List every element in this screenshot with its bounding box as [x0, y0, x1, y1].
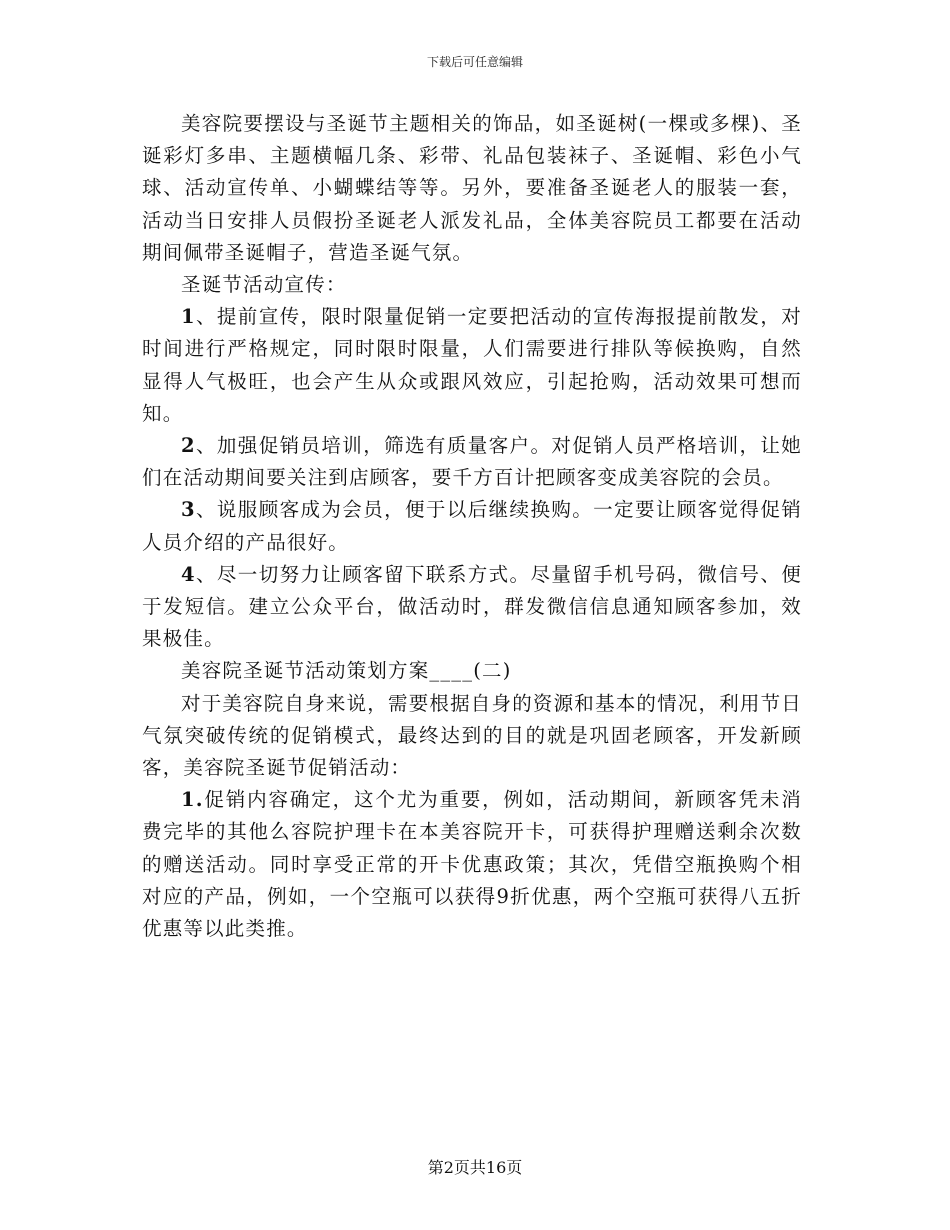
paragraph-4	[142, 430, 802, 494]
paragraph-text: 圣诞节活动宣传：	[181, 273, 347, 297]
page-footer: 第2页共16页	[427, 1158, 523, 1177]
paragraph-number: 3	[181, 498, 196, 522]
paragraph-text: 对于美容院自身来说，需要根据自身的资源和基本的情况，利用节日气氛突破传统的促销模式，最终达到的目的就是巩固老顾客，开发新顾客，美容院圣诞节促销活动：	[142, 691, 803, 780]
paragraph-text: 、说服顾客成为会员，便于以后继续换购。一定要让顾客觉得促销人员介绍的产品很好。	[142, 498, 802, 554]
paragraph-text: 美容院要摆设与圣诞节主题相关的饰品，如圣诞树(一棵或多棵)、圣诞彩灯多串、主题横幅几条、彩带、礼品包装袜子、圣诞帽、彩色小气球、活动宣传单、小蝴蝶结等等。另外，要准备圣诞老人的服装一套，活动当日安排人员假扮圣诞老人派发礼品，全体美容院员工都要在活动期间佩带圣诞帽子，营造圣诞气氛。	[142, 112, 802, 264]
paragraph-text: 、提前宣传，限时限量促销一定要把活动的宣传海报提前散发，对时间进行严格规定，同时限时限量，人们需要进行排队等候换购，自然显得人气极旺，也会产生从众或跟风效应，引起抢购，活动效果可想而知。	[142, 305, 802, 425]
paragraph-text: 促销内容确定，这个尤为重要，例如，活动期间，新顾客凭未消费完毕的其他么容院护理卡在本美容院开卡，可获得护理赠送剩余次数的赠送活动。同时享受正常的开卡优惠政策；其次，凭借空瓶换购个相对应的产品，例如，一个空瓶可以获得9折优惠，两个空瓶可获得八五折优惠等以此类推。	[142, 788, 802, 941]
paragraph-text: 、加强促销员培训，筛选有质量客户。对促销人员严格培训，让她们在活动期间要关注到店顾客，要千方百计把顾客变成美容院的会员。	[142, 434, 802, 490]
paragraph-number: 4	[181, 562, 196, 586]
paragraph-1	[142, 108, 802, 269]
paragraph-9	[142, 784, 802, 945]
paragraph-8	[142, 688, 802, 785]
section-heading	[142, 655, 802, 687]
paragraph-3	[142, 301, 802, 430]
header-note: 下载后可任意编辑	[426, 55, 523, 69]
paragraph-text: 、尽一切努力让顾客留下联系方式。尽量留手机号码，微信号、便于发短信。建立公众平台，做活动时，群发微信信息通知顾客参加，效果极佳。	[142, 562, 802, 651]
paragraph-2	[142, 269, 802, 301]
paragraph-text: 美容院圣诞节活动策划方案____(二)	[181, 659, 512, 683]
paragraph-5	[142, 494, 802, 558]
paragraph-number: 2	[181, 434, 196, 458]
document-body	[142, 108, 802, 945]
paragraph-6	[142, 559, 802, 656]
paragraph-number: 1	[181, 305, 196, 329]
paragraph-number: 1.	[181, 788, 204, 812]
